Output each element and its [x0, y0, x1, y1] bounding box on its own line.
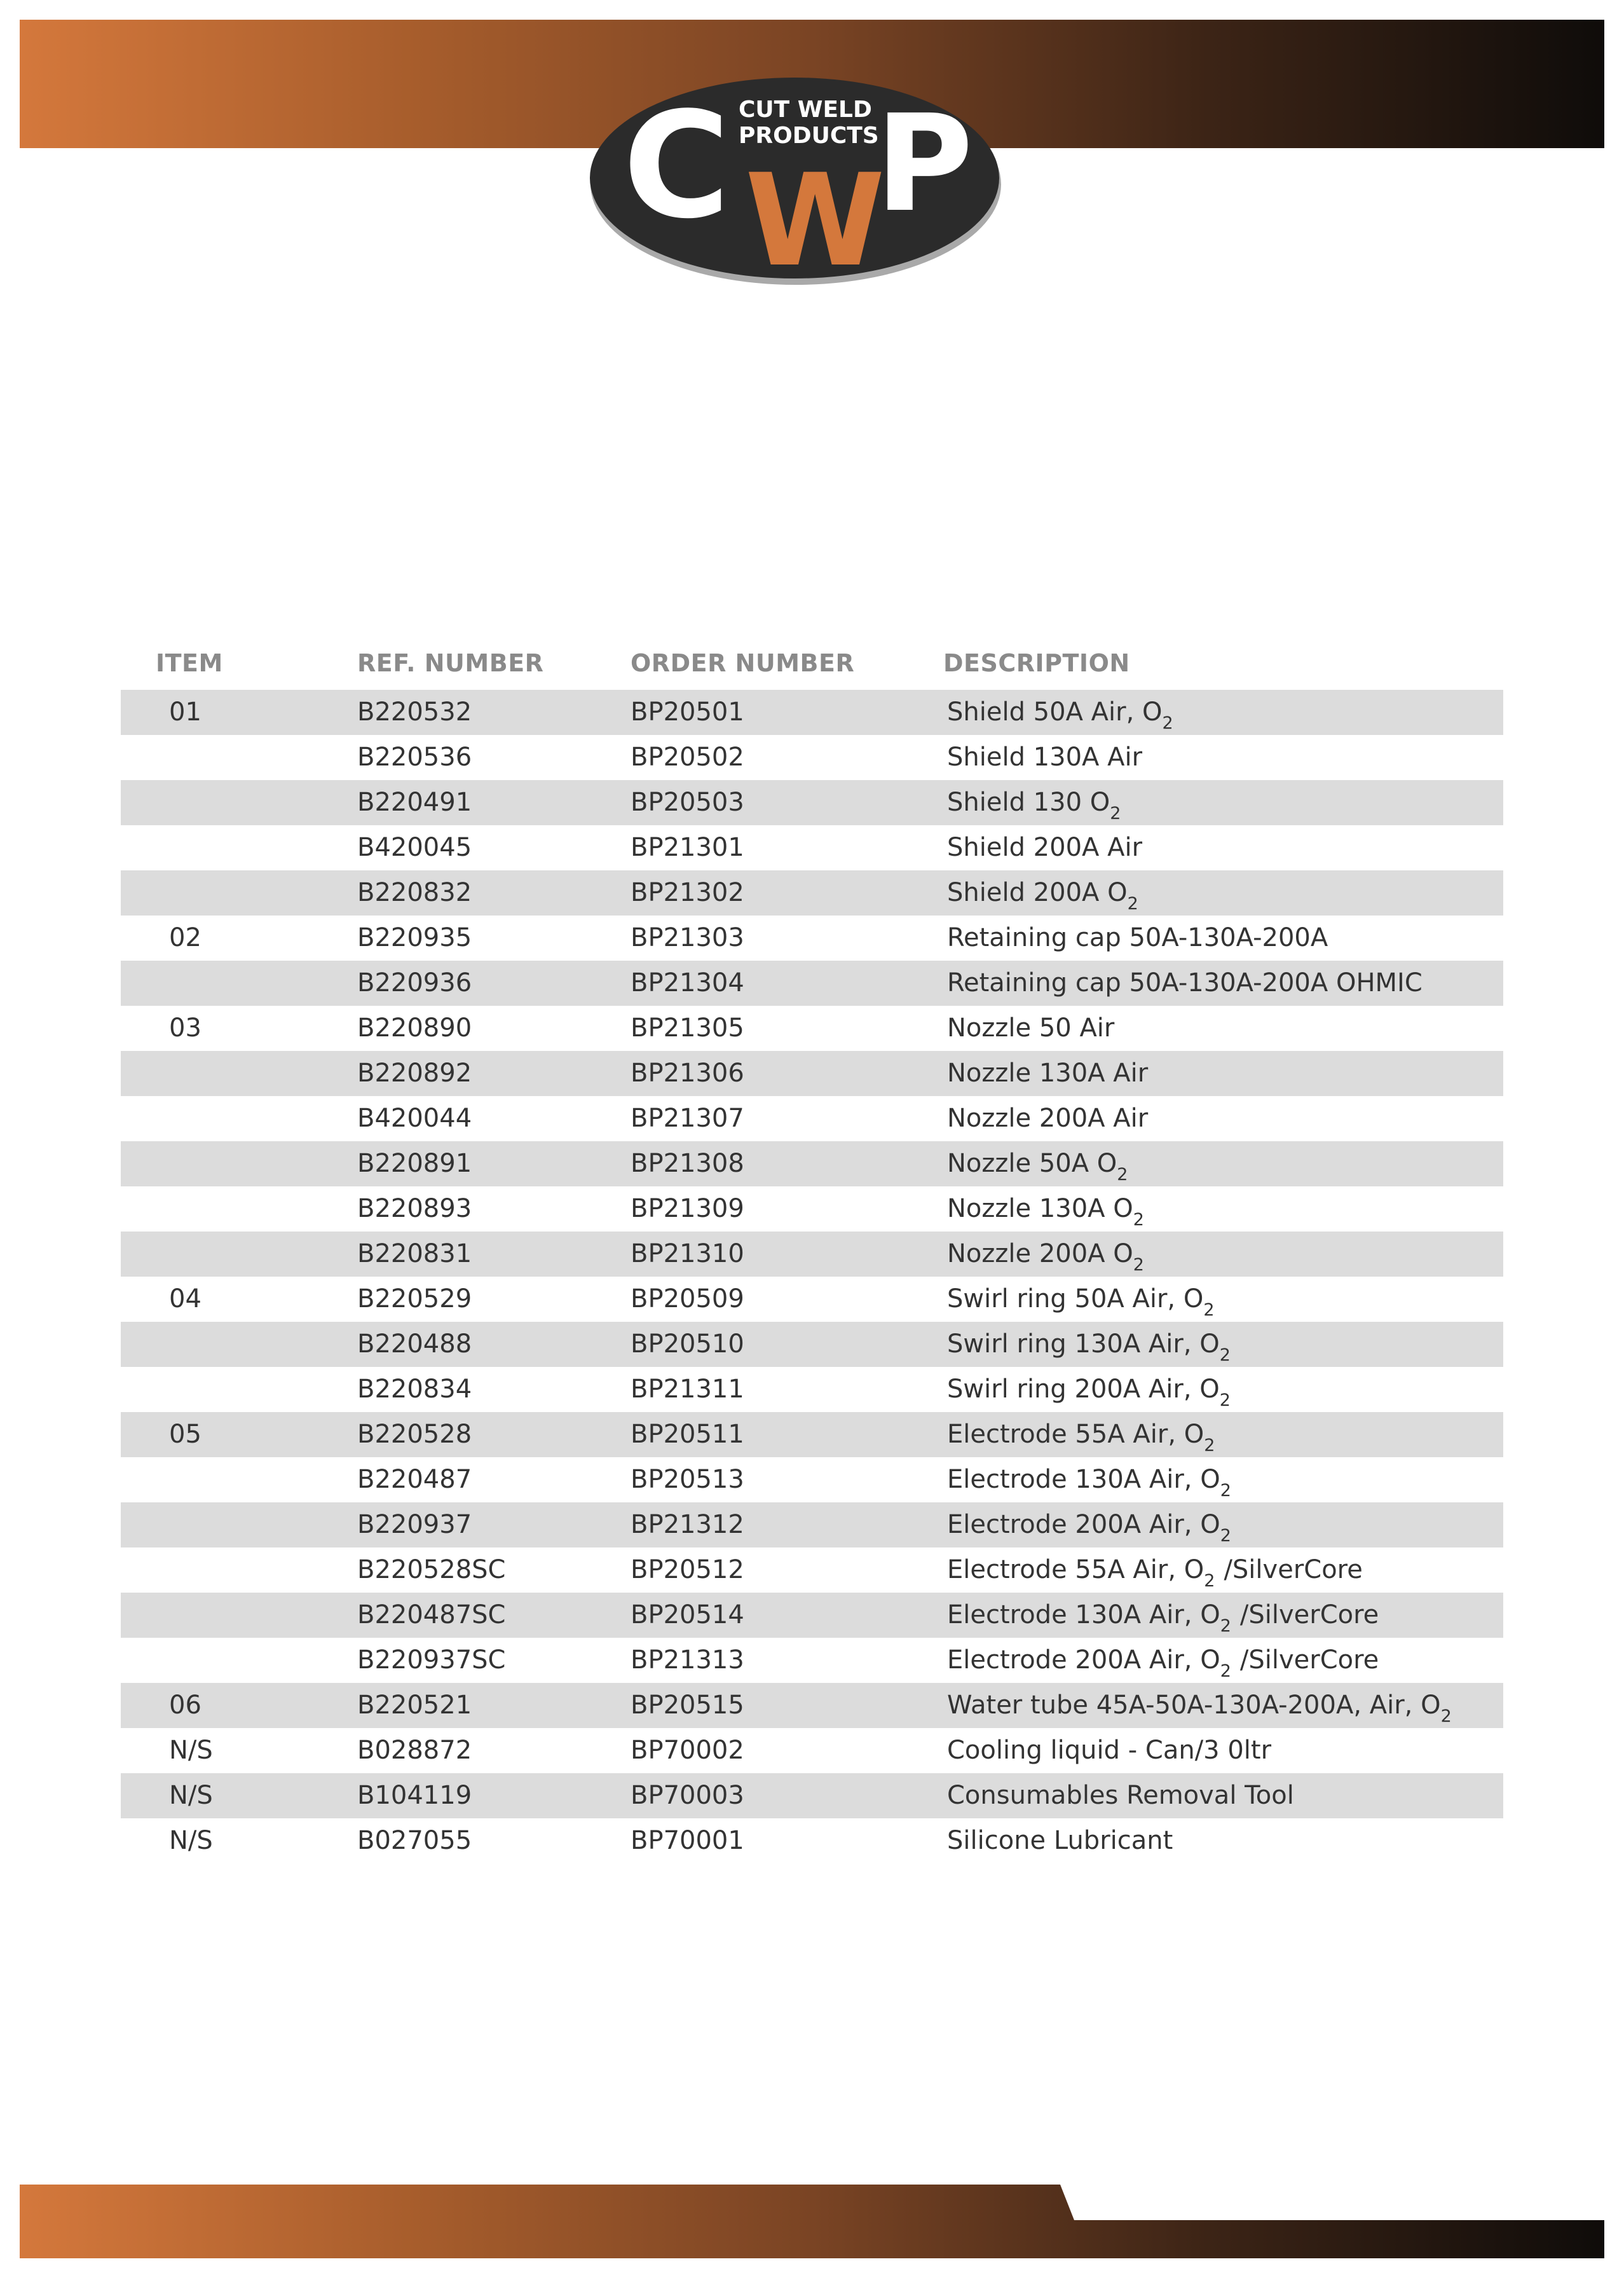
- cell-item: N/S: [169, 1781, 213, 1810]
- description-text: Swirl ring 50A Air, O: [947, 1284, 1204, 1314]
- cell-order-number: BP20515: [631, 1691, 744, 1720]
- cell-order-number: BP21304: [631, 968, 744, 998]
- svg-text:C: C: [623, 81, 730, 251]
- cell-description: [947, 1186, 1144, 1232]
- cell-item: N/S: [169, 1826, 213, 1855]
- description-text: Nozzle 130A Air: [947, 1059, 1149, 1088]
- cell-description: [947, 1006, 1114, 1051]
- table-row: [121, 1457, 1503, 1502]
- cell-description: [947, 1322, 1231, 1367]
- description-text: Consumables Removal Tool: [947, 1781, 1294, 1810]
- description-text: Retaining cap 50A-130A-200A OHMIC: [947, 968, 1423, 998]
- cell-ref-number: B220893: [357, 1194, 472, 1223]
- cell-item: 05: [169, 1420, 201, 1449]
- cell-order-number: BP20510: [631, 1329, 744, 1359]
- table-row: [121, 1141, 1503, 1186]
- cell-ref-number: B220831: [357, 1239, 472, 1268]
- cell-description: [947, 1818, 1173, 1863]
- cell-description: [947, 1773, 1294, 1818]
- cell-order-number: BP70001: [631, 1826, 744, 1855]
- cell-ref-number: B220832: [357, 878, 472, 907]
- cell-description: [947, 1547, 1363, 1593]
- cell-description: [947, 1502, 1231, 1547]
- cell-description: [947, 1277, 1215, 1322]
- cell-item: 02: [169, 923, 201, 952]
- cell-description: [947, 1457, 1231, 1502]
- cell-ref-number: B220488: [357, 1329, 472, 1359]
- cell-order-number: BP21302: [631, 878, 744, 907]
- description-text: Electrode 130A Air, O: [947, 1465, 1220, 1494]
- table-row: [121, 1773, 1503, 1818]
- cwp-logo: [588, 69, 1004, 288]
- description-subscript: 2: [1133, 1210, 1144, 1230]
- description-text: Silicone Lubricant: [947, 1826, 1173, 1855]
- description-subscript: 2: [1110, 804, 1121, 823]
- header-order-number: ORDER NUMBER: [631, 649, 855, 677]
- cell-description: [947, 825, 1142, 870]
- table-row: [121, 1232, 1503, 1277]
- table-row: [121, 1277, 1503, 1322]
- cell-description: [947, 1232, 1144, 1277]
- cell-description: [947, 1412, 1215, 1457]
- description-text: Nozzle 200A Air: [947, 1104, 1149, 1133]
- description-subscript: 2: [1133, 1255, 1144, 1275]
- cell-item: 06: [169, 1691, 201, 1720]
- svg-text:W: W: [745, 147, 885, 288]
- cell-description: [947, 1141, 1128, 1186]
- cell-item: 04: [169, 1284, 201, 1314]
- cell-ref-number: B220532: [357, 697, 472, 727]
- table-row: [121, 1547, 1503, 1593]
- description-subscript: 2: [1204, 1571, 1215, 1591]
- description-subscript: 2: [1220, 1481, 1231, 1500]
- description-text: Nozzle 130A O: [947, 1194, 1133, 1223]
- cell-ref-number: B220891: [357, 1149, 472, 1178]
- cell-ref-number: B220892: [357, 1059, 472, 1088]
- cell-order-number: BP21303: [631, 923, 744, 952]
- description-suffix: /SilverCore: [1239, 1645, 1379, 1675]
- table-row: [121, 1322, 1503, 1367]
- cell-ref-number: B420044: [357, 1104, 472, 1133]
- description-text: Shield 130A Air: [947, 743, 1143, 772]
- svg-text:CUT WELD: CUT WELD: [739, 97, 872, 123]
- svg-text:PRODUCTS: PRODUCTS: [739, 123, 879, 149]
- cell-order-number: BP20514: [631, 1600, 744, 1630]
- cell-description: [947, 1683, 1452, 1728]
- cell-ref-number: B220491: [357, 788, 472, 817]
- table-row: [121, 1051, 1503, 1096]
- table-row: [121, 1638, 1503, 1683]
- cell-description: [947, 1728, 1271, 1773]
- description-text: Electrode 55A Air, O: [947, 1420, 1204, 1449]
- table-row: [121, 1502, 1503, 1547]
- cell-description: [947, 1638, 1379, 1683]
- header-ref-number: REF. NUMBER: [357, 649, 544, 677]
- table-body: [121, 690, 1503, 1863]
- cell-ref-number: B220487SC: [357, 1600, 506, 1630]
- cell-order-number: BP20511: [631, 1420, 744, 1449]
- cell-order-number: BP21308: [631, 1149, 744, 1178]
- table-row: [121, 825, 1503, 870]
- description-text: Swirl ring 130A Air, O: [947, 1329, 1220, 1359]
- table-row: [121, 961, 1503, 1006]
- cell-order-number: BP21305: [631, 1013, 744, 1043]
- table-row: [121, 916, 1503, 961]
- description-suffix: /SilverCore: [1239, 1600, 1379, 1630]
- table-row: [121, 1412, 1503, 1457]
- cell-ref-number: B220487: [357, 1465, 472, 1494]
- description-text: Shield 50A Air, O: [947, 697, 1163, 727]
- cell-order-number: BP21312: [631, 1510, 744, 1539]
- cell-description: [947, 735, 1142, 780]
- cell-order-number: BP21306: [631, 1059, 744, 1088]
- cell-ref-number: B220536: [357, 743, 472, 772]
- cell-ref-number: B220521: [357, 1691, 472, 1720]
- svg-text:P: P: [875, 86, 973, 242]
- cell-order-number: BP20503: [631, 788, 744, 817]
- description-subscript: 2: [1117, 1165, 1128, 1184]
- table-row: [121, 1728, 1503, 1773]
- table-row: [121, 690, 1503, 735]
- description-subscript: 2: [1220, 1526, 1231, 1546]
- cell-description: [947, 1593, 1379, 1638]
- cell-order-number: BP70002: [631, 1736, 744, 1765]
- description-subscript: 2: [1219, 1345, 1231, 1365]
- cell-ref-number: B220529: [357, 1284, 472, 1314]
- cell-order-number: BP20502: [631, 743, 744, 772]
- description-text: Electrode 200A Air, O: [947, 1510, 1220, 1539]
- cell-item: 01: [169, 697, 201, 727]
- cell-description: [947, 1096, 1148, 1141]
- cell-order-number: BP21307: [631, 1104, 744, 1133]
- cell-item: 03: [169, 1013, 201, 1043]
- description-text: Electrode 200A Air, O: [947, 1645, 1220, 1675]
- bottom-banner-notch: [1060, 2185, 1607, 2220]
- cell-ref-number: B220890: [357, 1013, 472, 1043]
- cell-ref-number: B220528: [357, 1420, 472, 1449]
- cell-description: [947, 780, 1121, 825]
- table-row: [121, 870, 1503, 916]
- cell-order-number: BP20512: [631, 1555, 744, 1584]
- description-subscript: 2: [1204, 1436, 1215, 1455]
- cell-ref-number: B220834: [357, 1375, 472, 1404]
- description-subscript: 2: [1162, 713, 1173, 733]
- cell-ref-number: B027055: [357, 1826, 472, 1855]
- table-row: [121, 1006, 1503, 1051]
- cell-order-number: BP21311: [631, 1375, 744, 1404]
- description-text: Nozzle 200A O: [947, 1239, 1133, 1268]
- cell-ref-number: B220937: [357, 1510, 472, 1539]
- description-text: Shield 200A O: [947, 878, 1128, 907]
- description-subscript: 2: [1219, 1390, 1231, 1410]
- description-subscript: 2: [1203, 1300, 1215, 1320]
- table-row: [121, 1593, 1503, 1638]
- cell-ref-number: B104119: [357, 1781, 472, 1810]
- table-row: [121, 1096, 1503, 1141]
- cell-description: [947, 690, 1173, 735]
- cell-order-number: BP20509: [631, 1284, 744, 1314]
- cell-ref-number: B220937SC: [357, 1645, 506, 1675]
- cell-ref-number: B220935: [357, 923, 472, 952]
- cell-order-number: BP21301: [631, 833, 744, 862]
- cell-order-number: BP21310: [631, 1239, 744, 1268]
- description-text: Shield 200A Air: [947, 833, 1143, 862]
- cell-ref-number: B420045: [357, 833, 472, 862]
- description-text: Electrode 130A Air, O: [947, 1600, 1220, 1630]
- table-row: [121, 1367, 1503, 1412]
- cell-order-number: BP20513: [631, 1465, 744, 1494]
- header-description: DESCRIPTION: [943, 649, 1130, 677]
- cell-order-number: BP20501: [631, 697, 744, 727]
- description-subscript: 2: [1220, 1616, 1231, 1636]
- cell-ref-number: B028872: [357, 1736, 472, 1765]
- cell-description: [947, 1051, 1148, 1096]
- description-text: Electrode 55A Air, O: [947, 1555, 1204, 1584]
- cell-order-number: BP21313: [631, 1645, 744, 1675]
- cell-order-number: BP21309: [631, 1194, 744, 1223]
- cell-description: [947, 1367, 1231, 1412]
- cell-description: [947, 961, 1423, 1006]
- table-row: [121, 1683, 1503, 1728]
- description-text: Nozzle 50 Air: [947, 1013, 1115, 1043]
- cell-description: [947, 916, 1328, 961]
- table-row: [121, 1186, 1503, 1232]
- cell-order-number: BP70003: [631, 1781, 744, 1810]
- description-text: Nozzle 50A O: [947, 1149, 1117, 1178]
- cell-ref-number: B220936: [357, 968, 472, 998]
- header-item: ITEM: [156, 649, 223, 677]
- description-text: Swirl ring 200A Air, O: [947, 1375, 1220, 1404]
- description-text: Water tube 45A-50A-130A-200A, Air, O: [947, 1691, 1441, 1720]
- description-subscript: 2: [1440, 1706, 1452, 1726]
- table-row: [121, 735, 1503, 780]
- table-row: [121, 1818, 1503, 1863]
- cell-item: N/S: [169, 1736, 213, 1765]
- description-text: Cooling liquid - Can/3 0ltr: [947, 1736, 1272, 1765]
- cell-ref-number: B220528SC: [357, 1555, 506, 1584]
- description-subscript: 2: [1220, 1661, 1231, 1681]
- table-row: [121, 780, 1503, 825]
- parts-table: [121, 645, 1503, 1863]
- description-text: Retaining cap 50A-130A-200A: [947, 923, 1328, 952]
- cell-description: [947, 870, 1138, 916]
- description-subscript: 2: [1127, 894, 1138, 914]
- description-suffix: /SilverCore: [1224, 1555, 1363, 1584]
- description-text: Shield 130 O: [947, 788, 1110, 817]
- table-header: [121, 645, 1503, 690]
